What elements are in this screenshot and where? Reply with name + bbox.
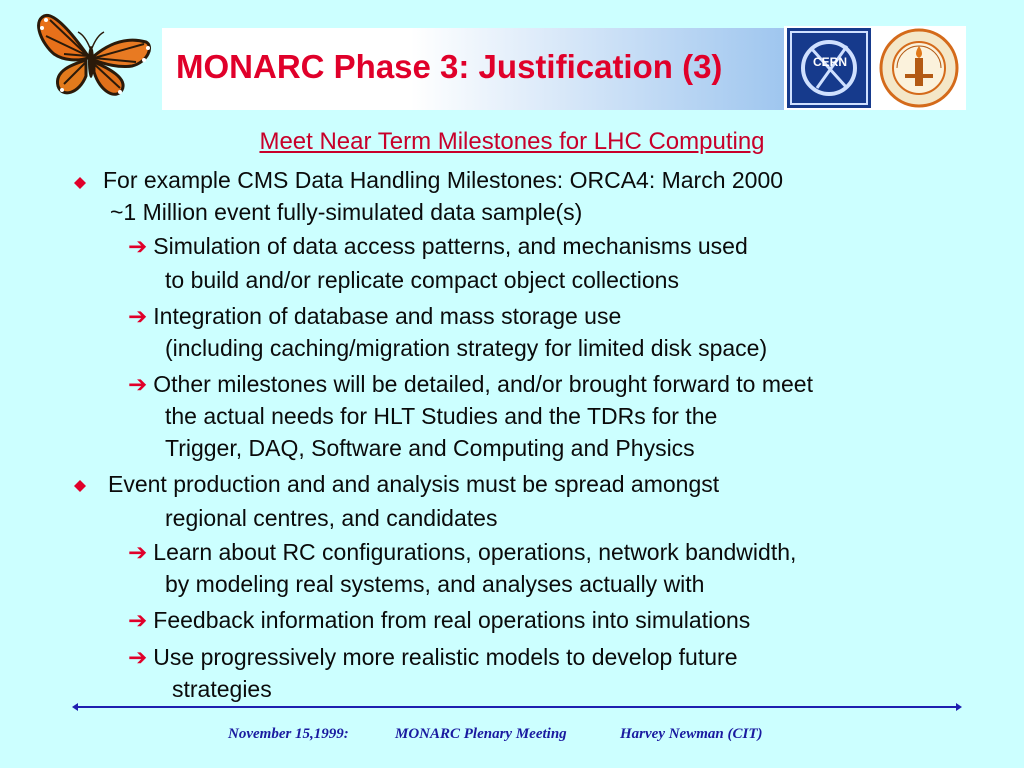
right-arrow-icon: ➔ <box>128 304 148 330</box>
right-arrow-icon: ➔ <box>128 608 148 634</box>
sub-item-1-2-cont: (including caching/migration strategy for limited disk space) <box>165 335 768 361</box>
cern-logo-text: CERN <box>813 55 848 69</box>
bullet-1-line-2: ~1 Million event fully-simulated data sample(s) <box>110 199 583 225</box>
bullet-2-line-1: Event production and and analysis must be spread amongst <box>108 471 720 497</box>
bullet-1-line-1: For example CMS Data Handling Milestones: ORCA4: March 2000 <box>103 167 784 193</box>
sub-item-2-1-cont: by modeling real systems, and analyses actually with <box>165 571 705 597</box>
butterfly-icon <box>24 6 156 106</box>
sub-item-1-1: ➔ Simulation of data access patterns, and mechanisms used <box>128 233 748 260</box>
right-arrow-icon: ➔ <box>128 540 148 566</box>
sub-item-2-3: ➔ Use progressively more realistic models to develop future <box>128 644 738 671</box>
caltech-seal <box>877 28 961 108</box>
page-title: MONARC Phase 3: Justification (3) <box>176 48 723 85</box>
divider-left-arrow <box>72 703 78 711</box>
sub-item-2-3-cont: strategies <box>172 676 272 702</box>
diamond-bullet-icon <box>74 480 86 492</box>
subtitle: Meet Near Term Milestones for LHC Computing <box>259 128 765 155</box>
footer-author: Harvey Newman (CIT) <box>620 726 763 742</box>
sub-item-1-1-cont: to build and/or replicate compact object collections <box>165 267 679 293</box>
sub-item-2-1: ➔ Learn about RC configurations, operations, network bandwidth, <box>128 539 797 566</box>
sub-item-2-2: ➔ Feedback information from real operations into simulations <box>128 607 751 634</box>
sub-item-1-2: ➔ Integration of database and mass storage use <box>128 303 622 330</box>
right-arrow-icon: ➔ <box>128 234 148 260</box>
diamond-bullet-icon <box>74 177 86 189</box>
logo-group <box>784 26 966 110</box>
sub-item-1-3-cont-1: the actual needs for HLT Studies and the TDRs for the <box>165 403 718 429</box>
footer-meeting: MONARC Plenary Meeting <box>395 726 567 742</box>
bullet-2-line-2: regional centres, and candidates <box>165 505 498 531</box>
divider-right-arrow <box>956 703 962 711</box>
sub-item-1-3: ➔ Other milestones will be detailed, and/or brought forward to meet <box>128 371 813 398</box>
cern-logo <box>787 28 871 108</box>
title-bar <box>162 28 784 110</box>
right-arrow-icon: ➔ <box>128 372 148 398</box>
footer-date: November 15,1999: <box>228 726 349 742</box>
footer-divider <box>76 706 958 708</box>
sub-item-1-3-cont-2: Trigger, DAQ, Software and Computing and Physics <box>165 435 695 461</box>
right-arrow-icon: ➔ <box>128 645 148 671</box>
